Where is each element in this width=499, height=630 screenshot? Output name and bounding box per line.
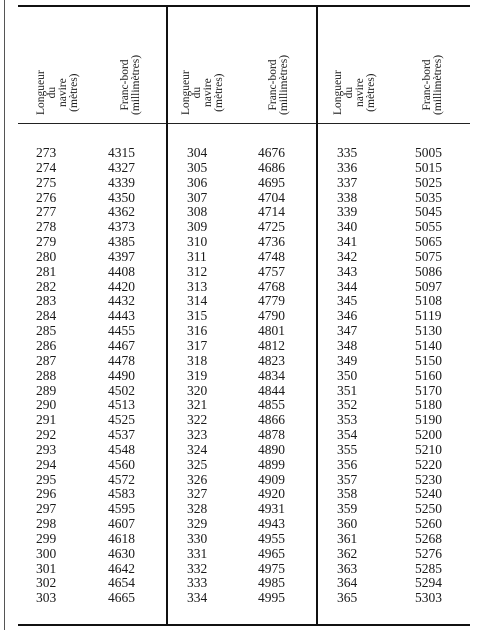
freeboard-cell: 5065 [415, 234, 442, 250]
ship-length-cell: 292 [36, 427, 57, 443]
table-row [318, 176, 470, 191]
table-row [318, 280, 470, 295]
table-row [18, 294, 166, 309]
table-row [168, 428, 316, 443]
ship-length-cell: 358 [337, 486, 358, 502]
freeboard-cell: 4525 [108, 412, 135, 428]
ship-length-cell: 280 [36, 248, 57, 264]
table-row [18, 354, 166, 369]
freeboard-cell: 4779 [258, 293, 285, 309]
freeboard-cell: 4909 [258, 471, 285, 487]
ship-length-cell: 329 [187, 516, 208, 532]
table-row [18, 324, 166, 339]
table-row [168, 532, 316, 547]
table-row [168, 369, 316, 384]
freeboard-cell: 5160 [415, 367, 442, 383]
ship-length-cell: 304 [187, 145, 208, 160]
ship-length-cell: 355 [337, 441, 358, 457]
freeboard-cell: 5268 [415, 530, 442, 546]
freeboard-cell: 4736 [258, 234, 285, 250]
ship-length-cell: 321 [187, 397, 208, 413]
ship-length-cell: 274 [36, 159, 57, 175]
table-row [168, 324, 316, 339]
table-row [168, 384, 316, 399]
table-row [318, 502, 470, 517]
freeboard-cell: 4704 [258, 189, 285, 205]
ship-length-cell: 291 [36, 412, 57, 428]
ship-length-cell: 283 [36, 293, 57, 309]
table-row [168, 354, 316, 369]
table-row [318, 428, 470, 443]
table-row [168, 487, 316, 502]
ship-length-cell: 364 [337, 575, 358, 591]
freeboard-cell: 4890 [258, 441, 285, 457]
table-row [168, 294, 316, 309]
freeboard-cell: 5025 [415, 174, 442, 190]
ship-length-cell: 332 [187, 560, 208, 576]
ship-length-cell: 319 [187, 367, 208, 383]
freeboard-cell: 4327 [108, 159, 135, 175]
column-group [18, 6, 166, 624]
ship-length-cell: 334 [187, 590, 208, 606]
ship-length-cell: 314 [187, 293, 208, 309]
table-row [18, 547, 166, 562]
freeboard-cell: 4665 [108, 590, 135, 606]
freeboard-cell: 4920 [258, 486, 285, 502]
table-row [18, 250, 166, 265]
ship-length-cell: 326 [187, 471, 208, 487]
table-row [18, 191, 166, 206]
freeboard-cell: 5055 [415, 219, 442, 235]
freeboard-cell: 5108 [415, 293, 442, 309]
freeboard-cell: 4315 [108, 145, 135, 160]
table-row [18, 473, 166, 488]
table-row [168, 235, 316, 250]
ship-length-cell: 313 [187, 278, 208, 294]
ship-length-cell: 352 [337, 397, 358, 413]
freeboard-cell: 4467 [108, 337, 135, 353]
freeboard-cell: 4397 [108, 248, 135, 264]
freeboard-cell: 4714 [258, 204, 285, 220]
table-row [318, 384, 470, 399]
ship-length-cell: 338 [337, 189, 358, 205]
header-freeboard: Franc-bord (millimètres) [267, 54, 290, 115]
ship-length-cell: 354 [337, 427, 358, 443]
table-row [18, 369, 166, 384]
ship-length-cell: 312 [187, 263, 208, 279]
freeboard-cell: 4695 [258, 174, 285, 190]
ship-length-cell: 362 [337, 545, 358, 561]
freeboard-cell: 4748 [258, 248, 285, 264]
table-row [168, 398, 316, 413]
freeboard-cell: 4408 [108, 263, 135, 279]
table-row [318, 146, 470, 161]
table-row [168, 220, 316, 235]
freeboard-cell: 4686 [258, 159, 285, 175]
table-row [18, 517, 166, 532]
freeboard-cell: 4790 [258, 308, 285, 324]
ship-length-cell: 361 [337, 530, 358, 546]
table-row [168, 443, 316, 458]
ship-length-cell: 306 [187, 174, 208, 190]
table-row [18, 398, 166, 413]
freeboard-cell: 4339 [108, 174, 135, 190]
freeboard-cell: 5180 [415, 397, 442, 413]
ship-length-cell: 339 [337, 204, 358, 220]
ship-length-cell: 365 [337, 590, 358, 606]
freeboard-cell: 4834 [258, 367, 285, 383]
freeboard-cell: 5097 [415, 278, 442, 294]
table-row [18, 591, 166, 606]
freeboard-cell: 4350 [108, 189, 135, 205]
freeboard-cell: 4768 [258, 278, 285, 294]
ship-length-cell: 360 [337, 516, 358, 532]
table-row [168, 250, 316, 265]
ship-length-cell: 305 [187, 159, 208, 175]
column-group [318, 6, 470, 624]
ship-length-cell: 302 [36, 575, 57, 591]
freeboard-cell: 4801 [258, 323, 285, 339]
table-row [318, 487, 470, 502]
freeboard-cell: 4572 [108, 471, 135, 487]
column-group-rows [318, 146, 470, 606]
ship-length-cell: 351 [337, 382, 358, 398]
ship-length-cell: 294 [36, 456, 57, 472]
table-row [318, 324, 470, 339]
table-row [318, 235, 470, 250]
freeboard-cell: 4513 [108, 397, 135, 413]
freeboard-cell: 4362 [108, 204, 135, 220]
header-freeboard: Franc-bord (millimètres) [119, 54, 142, 115]
freeboard-cell: 5015 [415, 159, 442, 175]
ship-length-cell: 282 [36, 278, 57, 294]
ship-length-cell: 348 [337, 337, 358, 353]
freeboard-cell: 4478 [108, 352, 135, 368]
freeboard-cell: 5086 [415, 263, 442, 279]
table-row [168, 339, 316, 354]
ship-length-cell: 356 [337, 456, 358, 472]
ship-length-cell: 286 [36, 337, 57, 353]
freeboard-cell: 4373 [108, 219, 135, 235]
ship-length-cell: 343 [337, 263, 358, 279]
ship-length-cell: 344 [337, 278, 358, 294]
freeboard-cell: 4943 [258, 516, 285, 532]
ship-length-cell: 359 [337, 501, 358, 517]
freeboard-cell: 4866 [258, 412, 285, 428]
ship-length-cell: 330 [187, 530, 208, 546]
freeboard-cell: 4618 [108, 530, 135, 546]
ship-length-cell: 342 [337, 248, 358, 264]
ship-length-cell: 336 [337, 159, 358, 175]
table-row [168, 265, 316, 280]
table-row [318, 309, 470, 324]
table-row [318, 517, 470, 532]
table-row [168, 473, 316, 488]
freeboard-cell: 4548 [108, 441, 135, 457]
ship-length-cell: 346 [337, 308, 358, 324]
freeboard-cell: 4385 [108, 234, 135, 250]
ship-length-cell: 307 [187, 189, 208, 205]
freeboard-cell: 4955 [258, 530, 285, 546]
column-group-header [168, 6, 316, 123]
table-row [318, 458, 470, 473]
ship-length-cell: 350 [337, 367, 358, 383]
ship-length-cell: 277 [36, 204, 57, 220]
table-row [18, 487, 166, 502]
ship-length-cell: 315 [187, 308, 208, 324]
table-row [18, 428, 166, 443]
table-bottom-rule [18, 624, 470, 626]
table-row [318, 473, 470, 488]
ship-length-cell: 363 [337, 560, 358, 576]
freeboard-cell: 4985 [258, 575, 285, 591]
ship-length-cell: 303 [36, 590, 57, 606]
ship-length-cell: 317 [187, 337, 208, 353]
freeboard-cell: 4583 [108, 486, 135, 502]
freeboard-cell: 5075 [415, 248, 442, 264]
freeboard-cell: 4455 [108, 323, 135, 339]
ship-length-cell: 345 [337, 293, 358, 309]
freeboard-cell: 5200 [415, 427, 442, 443]
table-row [168, 161, 316, 176]
table-row [168, 517, 316, 532]
header-freeboard: Franc-bord (millimètres) [421, 54, 444, 115]
freeboard-cell: 4899 [258, 456, 285, 472]
freeboard-cell: 5035 [415, 189, 442, 205]
ship-length-cell: 273 [36, 145, 57, 160]
table-row [18, 562, 166, 577]
table-row [18, 161, 166, 176]
ship-length-cell: 284 [36, 308, 57, 324]
table-row [318, 250, 470, 265]
freeboard-cell: 4812 [258, 337, 285, 353]
ship-length-cell: 353 [337, 412, 358, 428]
ship-length-cell: 328 [187, 501, 208, 517]
freeboard-cell: 4420 [108, 278, 135, 294]
freeboard-cell: 4823 [258, 352, 285, 368]
freeboard-cell: 4490 [108, 367, 135, 383]
freeboard-cell: 5150 [415, 352, 442, 368]
freeboard-cell: 5250 [415, 501, 442, 517]
column-group-header [18, 6, 166, 123]
ship-length-cell: 276 [36, 189, 57, 205]
table-row [318, 205, 470, 220]
freeboard-cell: 5230 [415, 471, 442, 487]
table-row [168, 576, 316, 591]
ship-length-cell: 322 [187, 412, 208, 428]
freeboard-cell: 5294 [415, 575, 442, 591]
table-row [168, 280, 316, 295]
table-row [18, 443, 166, 458]
freeboard-cell: 5119 [415, 308, 442, 324]
table-row [18, 220, 166, 235]
ship-length-cell: 333 [187, 575, 208, 591]
freeboard-cell: 4443 [108, 308, 135, 324]
ship-length-cell: 285 [36, 323, 57, 339]
ship-length-cell: 318 [187, 352, 208, 368]
freeboard-cell: 5170 [415, 382, 442, 398]
freeboard-cell: 5190 [415, 412, 442, 428]
freeboard-cell: 4844 [258, 382, 285, 398]
ship-length-cell: 340 [337, 219, 358, 235]
table-row [18, 384, 166, 399]
table-row [168, 547, 316, 562]
ship-length-cell: 279 [36, 234, 57, 250]
table-row [168, 591, 316, 606]
table-row [318, 294, 470, 309]
header-ship-length: Longueur du navire (mètres) [332, 70, 377, 115]
table-row [168, 309, 316, 324]
freeboard-cell: 4725 [258, 219, 285, 235]
freeboard-cell: 5130 [415, 323, 442, 339]
freeboard-cell: 5285 [415, 560, 442, 576]
ship-length-cell: 295 [36, 471, 57, 487]
freeboard-cell: 4995 [258, 590, 285, 606]
freeboard-cell: 4654 [108, 575, 135, 591]
freeboard-cell: 5240 [415, 486, 442, 502]
column-group-header [318, 6, 470, 123]
ship-length-cell: 278 [36, 219, 57, 235]
freeboard-cell: 5140 [415, 337, 442, 353]
freeboard-cell: 5276 [415, 545, 442, 561]
ship-length-cell: 290 [36, 397, 57, 413]
ship-length-cell: 293 [36, 441, 57, 457]
table-row [318, 191, 470, 206]
freeboard-cell: 4607 [108, 516, 135, 532]
table-row [168, 562, 316, 577]
page-edge-line [4, 0, 5, 630]
ship-length-cell: 327 [187, 486, 208, 502]
table-row [18, 176, 166, 191]
table-row [318, 220, 470, 235]
ship-length-cell: 325 [187, 456, 208, 472]
freeboard-cell: 4630 [108, 545, 135, 561]
table-row [318, 398, 470, 413]
ship-length-cell: 300 [36, 545, 57, 561]
ship-length-cell: 287 [36, 352, 57, 368]
ship-length-cell: 357 [337, 471, 358, 487]
ship-length-cell: 310 [187, 234, 208, 250]
header-ship-length: Longueur du navire (mètres) [35, 70, 80, 115]
freeboard-cell: 4676 [258, 145, 285, 160]
ship-length-cell: 301 [36, 560, 57, 576]
ship-length-cell: 337 [337, 174, 358, 190]
table-row [168, 176, 316, 191]
table-row [318, 562, 470, 577]
table-row [168, 205, 316, 220]
ship-length-cell: 296 [36, 486, 57, 502]
table-row [18, 146, 166, 161]
table-row [18, 265, 166, 280]
freeboard-cell: 4537 [108, 427, 135, 443]
table-row [18, 205, 166, 220]
table-row [18, 458, 166, 473]
table-row [318, 265, 470, 280]
ship-length-cell: 288 [36, 367, 57, 383]
table-row [168, 146, 316, 161]
freeboard-cell: 4931 [258, 501, 285, 517]
freeboard-cell: 4595 [108, 501, 135, 517]
freeboard-cell: 4432 [108, 293, 135, 309]
freeboard-cell: 4642 [108, 560, 135, 576]
ship-length-cell: 309 [187, 219, 208, 235]
freeboard-cell: 5045 [415, 204, 442, 220]
table-row [168, 191, 316, 206]
freeboard-cell: 4560 [108, 456, 135, 472]
ship-length-cell: 349 [337, 352, 358, 368]
ship-length-cell: 323 [187, 427, 208, 443]
table-row [18, 502, 166, 517]
table-row [318, 576, 470, 591]
table-row [318, 339, 470, 354]
column-group-rows [18, 146, 166, 606]
freeboard-cell: 5303 [415, 590, 442, 606]
ship-length-cell: 320 [187, 382, 208, 398]
header-ship-length: Longueur du navire (mètres) [180, 70, 225, 115]
ship-length-cell: 308 [187, 204, 208, 220]
table-row [168, 458, 316, 473]
ship-length-cell: 316 [187, 323, 208, 339]
ship-length-cell: 297 [36, 501, 57, 517]
freeboard-cell: 4502 [108, 382, 135, 398]
table-row [318, 591, 470, 606]
ship-length-cell: 335 [337, 145, 358, 160]
freeboard-cell: 4965 [258, 545, 285, 561]
ship-length-cell: 324 [187, 441, 208, 457]
column-group-rows [168, 146, 316, 606]
table-row [318, 547, 470, 562]
table-row [318, 413, 470, 428]
table-row [18, 576, 166, 591]
table-row [318, 443, 470, 458]
table-row [18, 280, 166, 295]
freeboard-cell: 4975 [258, 560, 285, 576]
table-row [318, 532, 470, 547]
ship-length-cell: 275 [36, 174, 57, 190]
table-row [18, 339, 166, 354]
freeboard-cell: 4878 [258, 427, 285, 443]
ship-length-cell: 331 [187, 545, 208, 561]
table-row [18, 532, 166, 547]
ship-length-cell: 289 [36, 382, 57, 398]
table-row [318, 354, 470, 369]
column-group [168, 6, 316, 624]
freeboard-cell: 5005 [415, 145, 442, 160]
table-row [318, 161, 470, 176]
table-row [18, 235, 166, 250]
table-row [318, 369, 470, 384]
freeboard-cell: 4855 [258, 397, 285, 413]
table-row [18, 309, 166, 324]
ship-length-cell: 281 [36, 263, 57, 279]
freeboard-cell: 4757 [258, 263, 285, 279]
table-row [168, 502, 316, 517]
ship-length-cell: 299 [36, 530, 57, 546]
freeboard-cell: 5260 [415, 516, 442, 532]
table-row [168, 413, 316, 428]
table-row [18, 413, 166, 428]
ship-length-cell: 298 [36, 516, 57, 532]
ship-length-cell: 311 [187, 248, 207, 264]
ship-length-cell: 347 [337, 323, 358, 339]
ship-length-cell: 341 [337, 234, 358, 250]
freeboard-cell: 5210 [415, 441, 442, 457]
freeboard-cell: 5220 [415, 456, 442, 472]
